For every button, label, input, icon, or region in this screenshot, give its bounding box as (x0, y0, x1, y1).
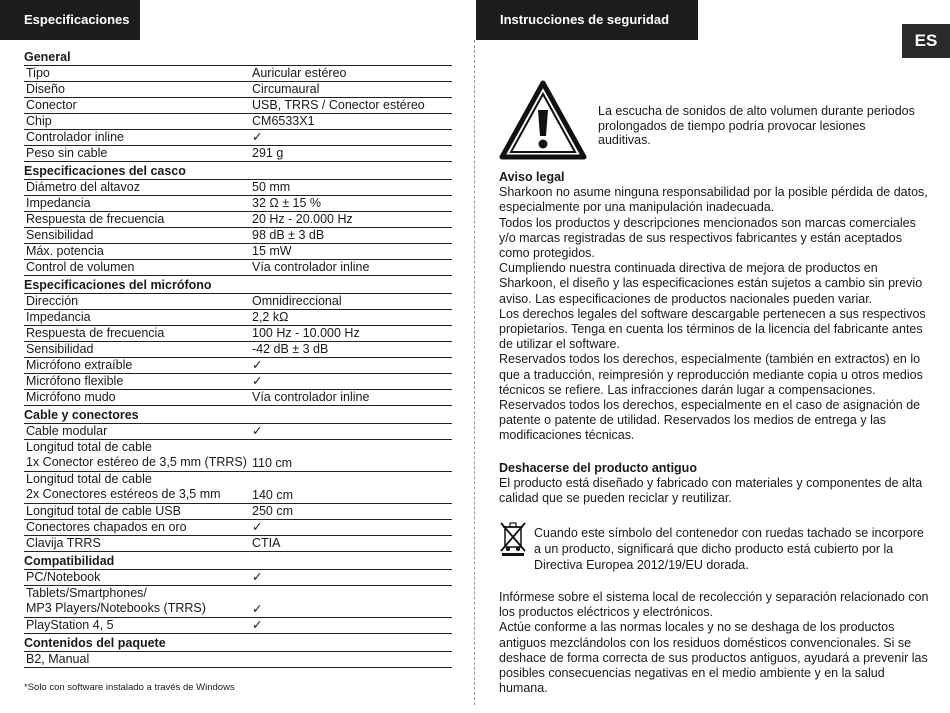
spec-key: Peso sin cable (26, 146, 108, 160)
checkmark-icon: ✓ (252, 570, 263, 584)
spec-value: 250 cm (252, 504, 293, 518)
spec-key: Control de volumen (26, 260, 135, 274)
spec-row (24, 586, 452, 618)
spec-value (252, 652, 452, 667)
spec-key: Sensibilidad (26, 342, 94, 356)
spec-row (24, 618, 452, 634)
spec-row (24, 82, 452, 98)
checkmark-icon: ✓ (252, 424, 263, 438)
spec-row (24, 98, 452, 114)
spec-value: Vía controlador inline (252, 260, 370, 274)
spec-key: Conector (26, 98, 77, 112)
spec-value: Vía controlador inline (252, 390, 370, 404)
spec-key: Respuesta de frecuencia (26, 326, 165, 340)
spec-value: Circumaural (252, 82, 320, 96)
spec-value: USB, TRRS / Conector estéreo (252, 98, 425, 112)
spec-key: PlayStation 4, 5 (26, 618, 114, 632)
legal-paragraph: Reservados todos los derechos, especialmente en el caso de asignación de patente o patente de utilidad. Reservados los medios de entrega y las modificaciones técnicas. (499, 398, 921, 443)
spec-key: Sensibilidad (26, 228, 94, 242)
legal-paragraph: Cumpliendo nuestra continuada directiva de mejora de productos en Sharkoon, el diseño y las especificaciones están sujetos a cambio sin previo aviso. Las especificaciones de productos nacionales pueden variar. (499, 261, 923, 306)
spec-key: Longitud total de cable 1x Conector estéreo de 3,5 mm (TRRS) (26, 440, 247, 469)
spec-value: 50 mm (252, 180, 291, 194)
disposal-intro: El producto está diseñado y fabricado con materiales y componentes de alta calidad que se pueden reciclar y reutilizar. (499, 476, 923, 506)
checkmark-icon: ✓ (252, 374, 263, 388)
legal-paragraph: Los derechos legales del software descargable pertenecen a sus respectivos propietarios. Tenga en cuenta los términos de la licencia del fabricante antes de utilizar el software. (499, 306, 926, 352)
spec-row (24, 146, 452, 162)
spec-key: Tablets/Smartphones/ MP3 Players/Notebooks (TRRS) (26, 586, 206, 615)
disposal-section (499, 461, 931, 507)
spec-key: PC/Notebook (26, 570, 101, 584)
spec-key: Micrófono mudo (26, 390, 116, 404)
spec-row (24, 374, 452, 390)
spec-row (24, 536, 452, 552)
spec-section-title: General (24, 50, 452, 66)
spec-value: CTIA (252, 536, 281, 550)
spec-key: Diámetro del altavoz (26, 180, 140, 194)
disposal-title: Deshacerse del producto antiguo (499, 461, 697, 475)
hearing-warning-text: La escucha de sonidos de alto volumen durante periodos prolongados de tiempo podría provocar lesiones auditivas. (598, 104, 915, 147)
spec-row (24, 212, 452, 228)
disposal-paragraph-2: Actúe conforme a las normas locales y no se deshaga de los productos antiguos mezclándolos con los residuos domésticos convencionales. Si se deshace de forma correcta de sus productos antiguos, ayudará a prevenir las posibles consecuencias negativas en el medio ambiente y en la salud humana. (499, 620, 928, 696)
checkmark-icon: ✓ (252, 358, 263, 372)
spec-section-title: Especificaciones del casco (24, 164, 452, 180)
spec-value: Auricular estéreo (252, 66, 347, 80)
spec-value: 20 Hz - 20.000 Hz (252, 212, 353, 226)
bin-symbol-text: Cuando este símbolo del contenedor con ruedas tachado se incorpore a un producto, significará que dicho producto está cubierto por la Directiva Europea 2012/19/EU dorada. (534, 526, 924, 572)
spec-key: Longitud total de cable USB (26, 504, 181, 518)
spec-value: Omnidireccional (252, 294, 342, 308)
checkmark-icon: ✓ (252, 520, 263, 534)
spec-row (24, 440, 452, 472)
checkmark-icon: ✓ (252, 130, 263, 144)
spec-value: 32 Ω ± 15 % (252, 196, 322, 210)
spec-value: 291 g (252, 146, 284, 160)
spec-key: Conectores chapados en oro (26, 520, 187, 534)
spec-row (24, 520, 452, 536)
spec-value: 98 dB ± 3 dB (252, 228, 325, 242)
legal-paragraph: Reservados todos los derechos, especialmente (también en extractos) en lo que a traducción, reimpresión y reproducción mediante copia u otros medios técnicos se refiere. Las infracciones darán lugar a compensaciones. (499, 352, 923, 397)
spec-row (24, 260, 452, 276)
spec-section-title: Cable y conectores (24, 408, 452, 424)
spec-row (24, 294, 452, 310)
footnote: *Solo con software instalado a través de Windows (24, 682, 235, 693)
spec-key: Cable modular (26, 424, 108, 438)
spec-row (24, 310, 452, 326)
spec-row (24, 358, 452, 374)
spec-row (24, 472, 452, 504)
language-tab: ES (902, 24, 950, 58)
spec-value: 15 mW (252, 244, 292, 258)
spec-key: Máx. potencia (26, 244, 104, 258)
legal-notice (499, 170, 931, 444)
spec-key: Micrófono flexible (26, 374, 124, 388)
spec-key: Tipo (26, 66, 50, 80)
spec-row (24, 652, 452, 668)
spec-row (24, 342, 452, 358)
specifications-table (24, 50, 452, 668)
checkmark-icon: ✓ (252, 618, 263, 632)
spec-row (24, 390, 452, 406)
spec-row (24, 66, 452, 82)
spec-key: B2, Manual (26, 652, 90, 666)
spec-row (24, 196, 452, 212)
spec-key: Diseño (26, 82, 65, 96)
spec-row (24, 424, 452, 440)
spec-row (24, 130, 452, 146)
checkmark-icon: ✓ (252, 602, 263, 616)
spec-key: Clavija TRRS (26, 536, 101, 550)
safety-header: Instrucciones de seguridad (476, 0, 698, 40)
spec-row (24, 504, 452, 520)
spec-key: Micrófono extraíble (26, 358, 133, 372)
spec-key: Respuesta de frecuencia (26, 212, 165, 226)
spec-row (24, 570, 452, 586)
spec-key: Chip (26, 114, 52, 128)
spec-key: Impedancia (26, 196, 91, 210)
page-divider (474, 40, 475, 705)
spec-value: 100 Hz - 10.000 Hz (252, 326, 360, 340)
spec-key: Impedancia (26, 310, 91, 324)
spec-key: Controlador inline (26, 130, 124, 144)
spec-value: 2,2 kΩ (252, 310, 289, 324)
spec-value: -42 dB ± 3 dB (252, 342, 329, 356)
legal-paragraph: Todos los productos y descripciones mencionados son marcas comerciales y/o marcas registradas de sus respectivos fabricantes y están aceptados como protegidos. (499, 215, 916, 261)
spec-row (24, 326, 452, 342)
spec-section-title: Compatibilidad (24, 554, 452, 570)
spec-row (24, 228, 452, 244)
specifications-header: Especificaciones (0, 0, 140, 40)
spec-section-title: Especificaciones del micrófono (24, 278, 452, 294)
crossed-bin-icon (499, 521, 527, 557)
spec-section-title: Contenidos del paquete (24, 636, 452, 652)
disposal-paragraph-1: Infórmese sobre el sistema local de recolección y separación relacionado con los productos eléctricos y electrónicos. (499, 590, 929, 620)
warning-triangle-icon (499, 80, 587, 160)
spec-row (24, 180, 452, 196)
spec-value: 140 cm (252, 488, 293, 502)
spec-key: Longitud total de cable 2x Conectores estéreos de 3,5 mm (26, 472, 221, 501)
spec-value: CM6533X1 (252, 114, 315, 128)
legal-paragraph: Sharkoon no asume ninguna responsabilidad por la posible pérdida de datos, especialmente por una manipulación inadecuada. (499, 185, 928, 215)
spec-value: 110 cm (252, 456, 293, 470)
spec-row (24, 244, 452, 260)
spec-key: Dirección (26, 294, 79, 308)
spec-row (24, 114, 452, 130)
legal-title: Aviso legal (499, 170, 565, 184)
disposal-more (499, 590, 931, 696)
